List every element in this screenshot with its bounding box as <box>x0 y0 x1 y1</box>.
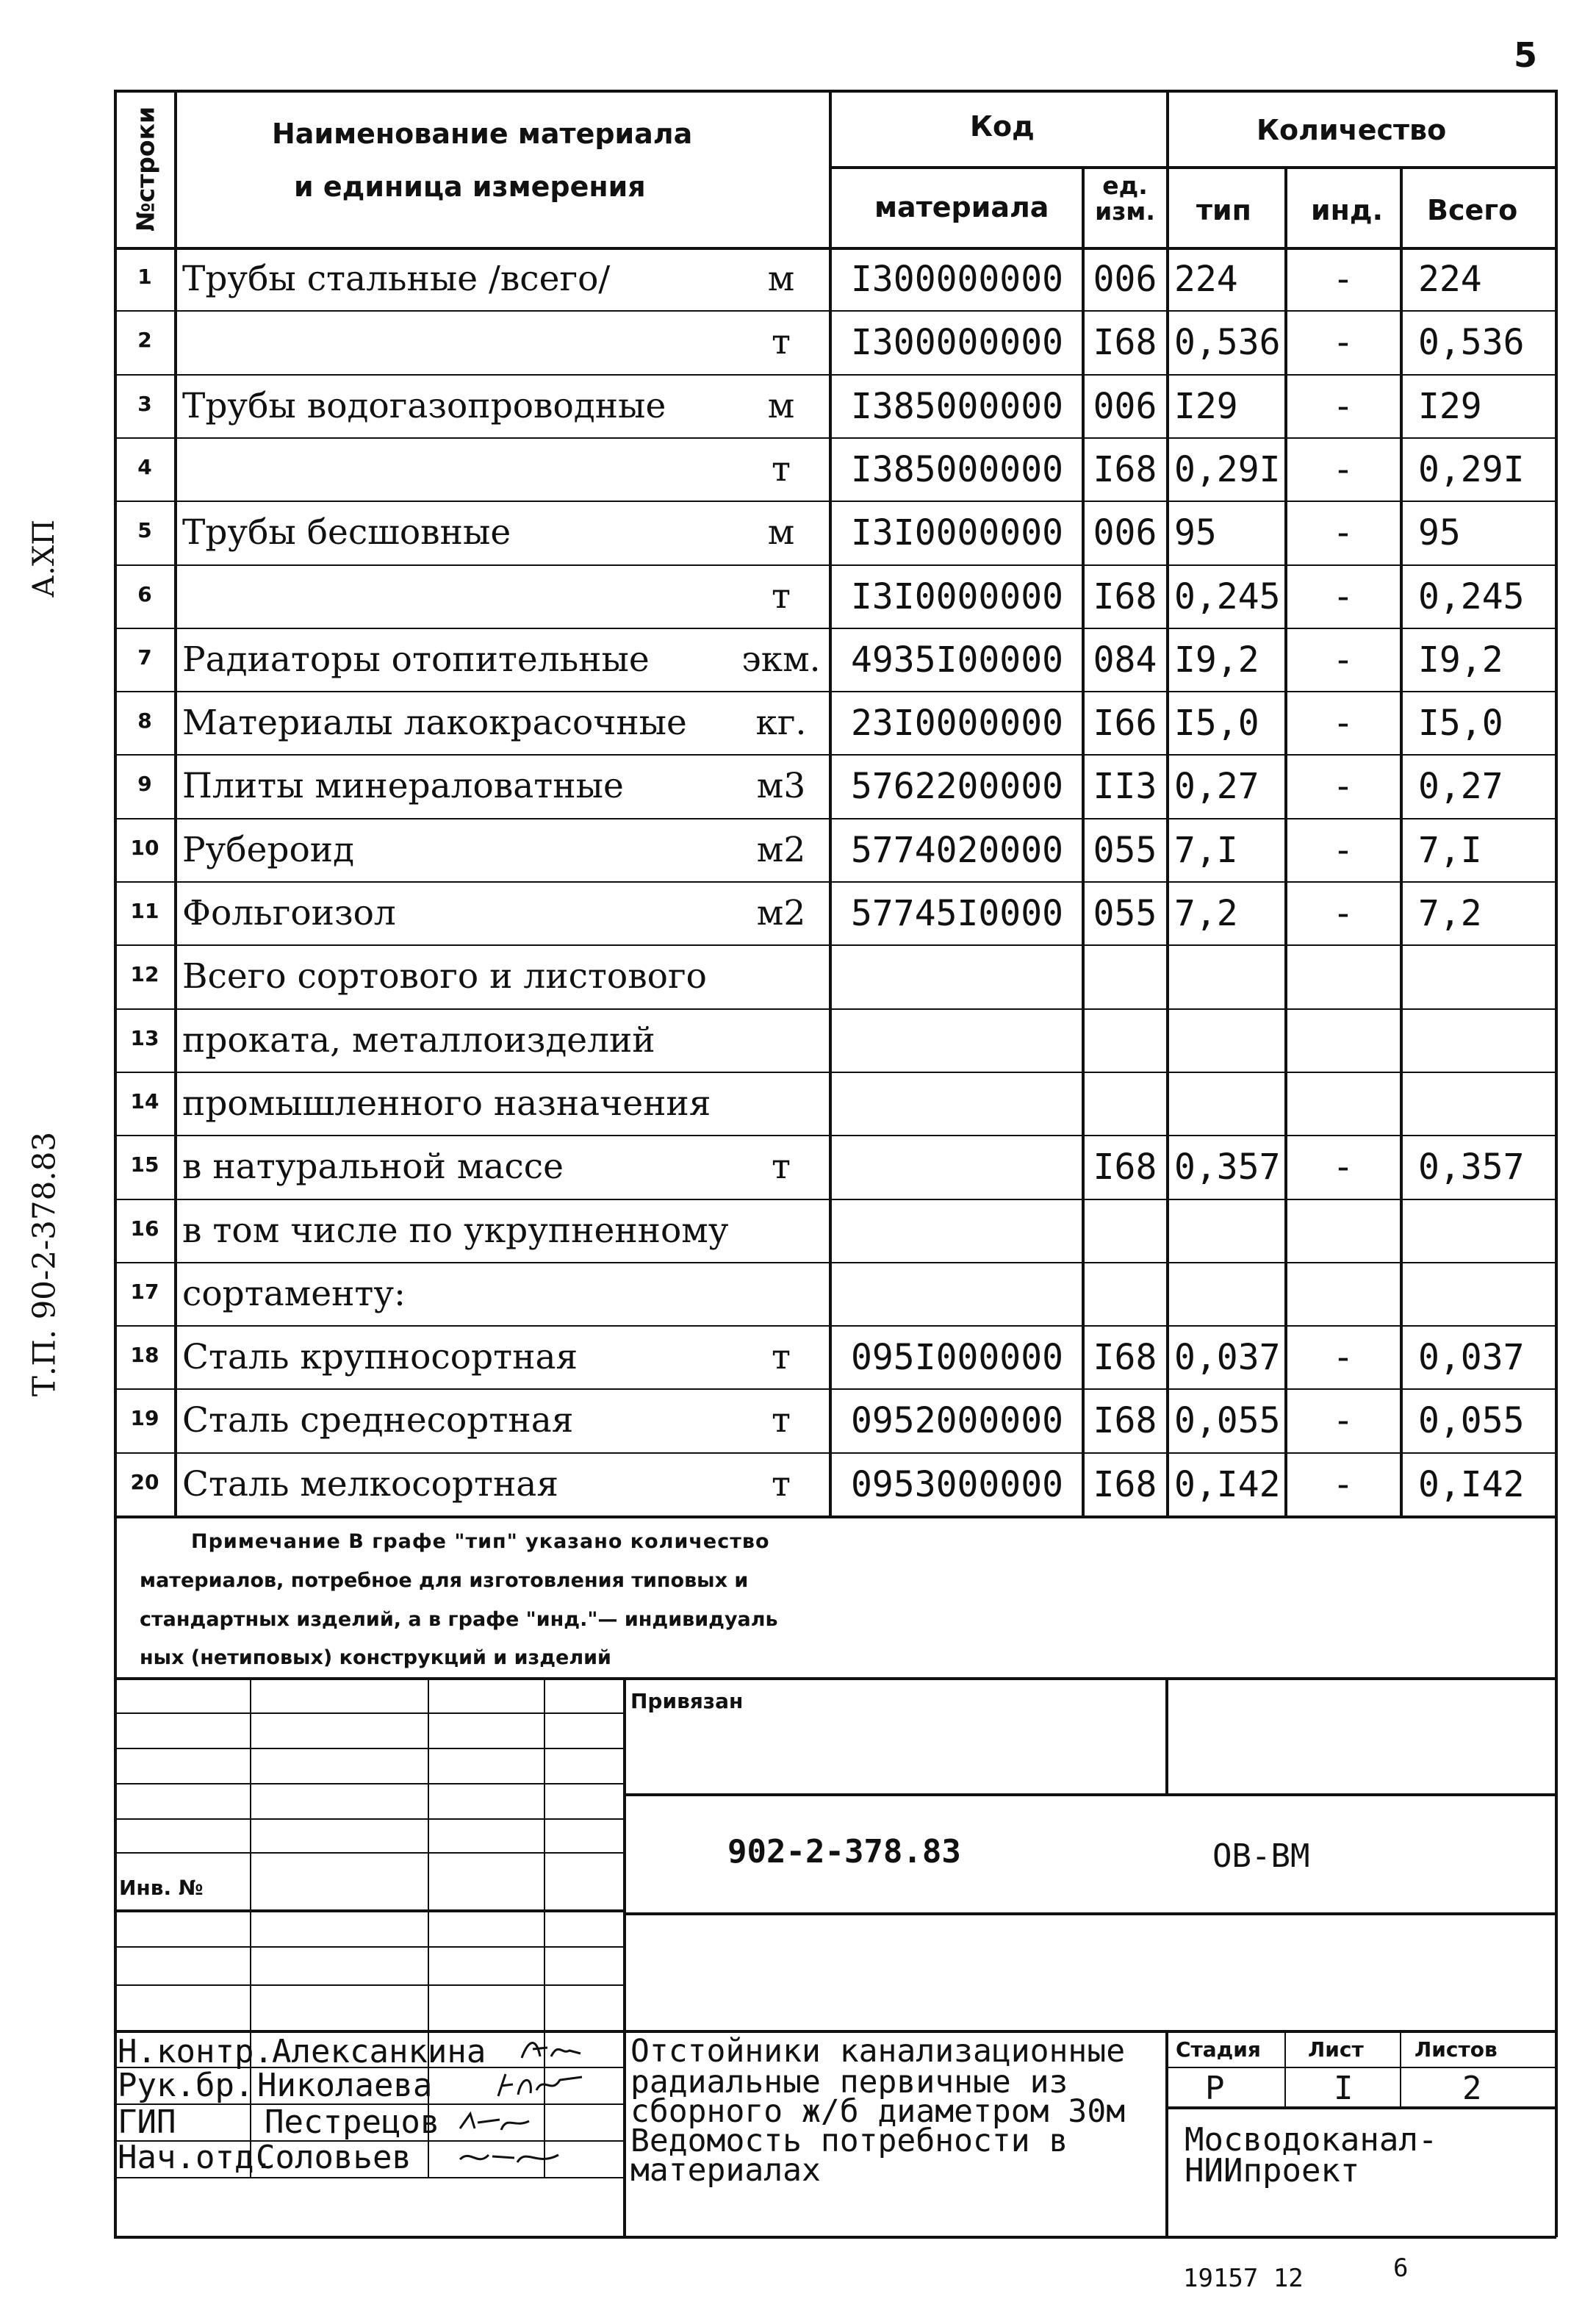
cell-uc: I68 <box>1093 1147 1157 1188</box>
sheets-value: 2 <box>1462 2070 1482 2107</box>
cell-n: 16 <box>130 1216 159 1241</box>
cell-n: 20 <box>130 1470 159 1494</box>
sheets-label: Листов <box>1415 2037 1498 2062</box>
cell-ind: - <box>1332 1464 1354 1505</box>
cell-typ: 224 <box>1174 259 1238 300</box>
cell-unit: экм. <box>741 639 821 680</box>
cell-unit: т <box>771 1464 791 1504</box>
cell-typ: 0,357 <box>1174 1147 1281 1188</box>
cell-total: 7,I <box>1418 830 1482 871</box>
cell-code: 57745I0000 <box>851 893 1063 934</box>
cell-n: 7 <box>137 645 152 670</box>
stage-label: Стадия <box>1176 2037 1261 2062</box>
cell-uc: II3 <box>1093 766 1157 807</box>
cell-unit: м2 <box>756 830 806 870</box>
cell-typ: 0,536 <box>1174 322 1281 363</box>
cell-n: 9 <box>137 772 152 796</box>
cell-n: 17 <box>130 1280 159 1304</box>
cell-n: 13 <box>130 1026 159 1050</box>
cell-name: Рубероид <box>182 830 355 870</box>
cell-n: 1 <box>137 265 152 289</box>
note-line-1: Примечание В графе "тип" указано количество <box>191 1530 770 1553</box>
cell-uc: I68 <box>1093 1400 1157 1441</box>
cell-ind: - <box>1332 259 1354 300</box>
cell-name: Всего сортового и листового <box>182 956 707 997</box>
cell-n: 15 <box>130 1152 159 1177</box>
sheet-value: I <box>1334 2070 1354 2107</box>
cell-ind: - <box>1332 576 1354 617</box>
cell-code: 4935I00000 <box>851 639 1063 681</box>
cell-total: 0,037 <box>1418 1337 1525 1378</box>
cell-code: I300000000 <box>851 259 1063 300</box>
cell-n: 6 <box>137 582 152 606</box>
sheet-label: Лист <box>1308 2037 1364 2062</box>
cell-code: I3I0000000 <box>851 576 1063 617</box>
cell-code: 5774020000 <box>851 830 1063 871</box>
name-header-line1: Наименование материала <box>272 118 693 150</box>
cell-ind: - <box>1332 893 1354 934</box>
code-header: Код <box>970 110 1035 143</box>
title-line-5: материалах <box>630 2152 821 2189</box>
signature-4 <box>456 2140 566 2173</box>
privyazan-label: Привязан <box>630 1689 744 1713</box>
cell-unit: кг. <box>755 703 807 743</box>
cell-name: Фольгоизол <box>182 893 396 933</box>
cell-typ: 0,29I <box>1174 449 1281 490</box>
signature-2 <box>492 2068 588 2101</box>
cell-ind: - <box>1332 1147 1354 1188</box>
signatory-name-4: Соловьев <box>256 2139 411 2176</box>
cell-name: Сталь мелкосортная <box>182 1464 558 1504</box>
cell-n: 12 <box>130 962 159 986</box>
cell-code: 0952000000 <box>851 1400 1063 1441</box>
cell-unit: т <box>771 576 791 617</box>
cell-typ: 95 <box>1174 512 1217 553</box>
cell-total: 0,27 <box>1418 766 1503 807</box>
qty-total-header: Всего <box>1427 194 1518 226</box>
signatory-name-2: Николаева <box>257 2067 433 2104</box>
cell-unit: т <box>771 449 791 489</box>
cell-typ: 0,I42 <box>1174 1464 1281 1505</box>
cell-code: I385000000 <box>851 449 1063 490</box>
cell-uc: I68 <box>1093 1464 1157 1505</box>
margin-label-top: А.ХП <box>27 519 61 598</box>
cell-uc: 055 <box>1093 830 1157 871</box>
cell-unit: м <box>767 512 795 553</box>
cell-uc: I68 <box>1093 1337 1157 1378</box>
cell-code: 0953000000 <box>851 1464 1063 1505</box>
title-line-1: Отстойники канализационные <box>630 2033 1126 2070</box>
cell-name: промышленного назначения <box>182 1083 711 1124</box>
note-line-4: ных (нетиповых) конструкций и изделий <box>140 1646 611 1669</box>
cell-name: в натуральной массе <box>182 1147 564 1187</box>
cell-ind: - <box>1332 639 1354 681</box>
cell-unit: т <box>771 1147 791 1187</box>
cell-code: 5762200000 <box>851 766 1063 807</box>
cell-n: 4 <box>137 455 152 479</box>
signature-1 <box>518 2034 584 2064</box>
title-line-2: радиальные первичные из <box>630 2064 1068 2101</box>
signatory-role-1: Н.контр. <box>118 2033 273 2070</box>
cell-total: 224 <box>1418 259 1482 300</box>
cell-typ: I5,0 <box>1174 703 1259 744</box>
cell-typ: 0,27 <box>1174 766 1259 807</box>
row-number-header: №строки <box>131 106 160 232</box>
cell-unit: м <box>767 259 795 299</box>
cell-name: Сталь среднесортная <box>182 1400 574 1441</box>
qty-type-header: тип <box>1196 194 1251 226</box>
cell-typ: 7,I <box>1174 830 1238 871</box>
cell-n: 10 <box>130 836 159 860</box>
cell-n: 8 <box>137 709 152 733</box>
cell-name: Плиты минераловатные <box>182 766 624 806</box>
cell-ind: - <box>1332 830 1354 871</box>
inv-number-label: Инв. № <box>119 1876 204 1900</box>
cell-name: Материалы лакокрасочные <box>182 703 687 743</box>
cell-typ: 7,2 <box>1174 893 1238 934</box>
cell-name: Трубы бесшовные <box>182 512 511 553</box>
cell-unit: т <box>771 1400 791 1441</box>
cell-n: 5 <box>137 518 152 542</box>
cell-uc: I68 <box>1093 322 1157 363</box>
cell-total: 95 <box>1418 512 1461 553</box>
name-header-line2: и единица измерения <box>294 171 646 203</box>
cell-total: 0,245 <box>1418 576 1525 617</box>
cell-typ: I29 <box>1174 386 1238 427</box>
doc-mark: ОВ-ВМ <box>1212 1837 1310 1875</box>
cell-uc: 006 <box>1093 259 1157 300</box>
signatory-name-1: Алексанкина <box>272 2033 486 2070</box>
cell-total: I5,0 <box>1418 703 1503 744</box>
signatory-name-3: Пестрецов <box>265 2103 440 2141</box>
cell-unit: м <box>767 386 795 426</box>
cell-ind: - <box>1332 512 1354 553</box>
cell-uc: I66 <box>1093 703 1157 744</box>
cell-total: I9,2 <box>1418 639 1503 681</box>
cell-total: 0,536 <box>1418 322 1525 363</box>
cell-code: I3I0000000 <box>851 512 1063 553</box>
title-line-4: Ведомость потребности в <box>630 2123 1068 2159</box>
note-line-3: стандартных изделий, а в графе "инд."— индивидуаль <box>140 1608 778 1631</box>
cell-uc: I68 <box>1093 449 1157 490</box>
cell-typ: 0,055 <box>1174 1400 1281 1441</box>
cell-uc: I68 <box>1093 576 1157 617</box>
cell-name: Радиаторы отопительные <box>182 639 650 680</box>
code-material-header: материала <box>874 191 1049 223</box>
cell-uc: 055 <box>1093 893 1157 934</box>
cell-n: 2 <box>137 328 152 352</box>
cell-ind: - <box>1332 766 1354 807</box>
cell-n: 14 <box>130 1089 159 1113</box>
signatory-role-4: Нач.отд. <box>118 2139 273 2176</box>
cell-total: 0,055 <box>1418 1400 1525 1441</box>
cell-code: I385000000 <box>851 386 1063 427</box>
cell-ind: - <box>1332 703 1354 744</box>
signatory-role-3: ГИП <box>118 2103 176 2141</box>
cell-unit: т <box>771 1337 791 1377</box>
cell-uc: 006 <box>1093 386 1157 427</box>
cell-name: сортаменту: <box>182 1274 406 1314</box>
note-line-2: материалов, потребное для изготовления типовых и <box>140 1569 749 1592</box>
cell-code: I300000000 <box>851 322 1063 363</box>
cell-ind: - <box>1332 386 1354 427</box>
org-line-2: НИИпроект <box>1185 2152 1360 2189</box>
doc-code: 902-2-378.83 <box>727 1833 961 1870</box>
margin-label-bottom: Т.П. 90-2-378.83 <box>26 1131 62 1397</box>
cell-total: 0,I42 <box>1418 1464 1525 1505</box>
signatory-role-2: Рук.бр. <box>118 2067 254 2104</box>
cell-ind: - <box>1332 1400 1354 1441</box>
page-number: 5 <box>1514 35 1538 75</box>
cell-uc: 006 <box>1093 512 1157 553</box>
cell-typ: 0,037 <box>1174 1337 1281 1378</box>
cell-total: 7,2 <box>1418 893 1482 934</box>
cell-uc: 084 <box>1093 639 1157 681</box>
cell-unit: м3 <box>756 766 806 806</box>
signature-3 <box>456 2106 536 2136</box>
cell-n: 11 <box>130 899 159 923</box>
cell-n: 19 <box>130 1406 159 1430</box>
quantity-header: Количество <box>1257 114 1447 146</box>
cell-typ: I9,2 <box>1174 639 1259 681</box>
cell-n: 18 <box>130 1343 159 1367</box>
cell-name: проката, металлоизделий <box>182 1020 655 1061</box>
cell-name: Трубы стальные /всего/ <box>182 259 611 299</box>
cell-typ: 0,245 <box>1174 576 1281 617</box>
archive-number-2: 6 <box>1393 2253 1409 2283</box>
stage-value: Р <box>1205 2070 1225 2107</box>
cell-name: в том числе по укрупненному <box>182 1210 729 1251</box>
cell-total: I29 <box>1418 386 1482 427</box>
title-line-3: сборного ж/б диаметром 30м <box>630 2093 1126 2130</box>
cell-ind: - <box>1332 449 1354 490</box>
cell-total: 0,357 <box>1418 1147 1525 1188</box>
cell-code: 095I000000 <box>851 1337 1063 1378</box>
qty-ind-header: инд. <box>1311 194 1384 226</box>
cell-code: 23I0000000 <box>851 703 1063 744</box>
cell-name: Трубы водогазопроводные <box>182 386 666 426</box>
cell-ind: - <box>1332 1337 1354 1378</box>
cell-unit: м2 <box>756 893 806 933</box>
cell-ind: - <box>1332 322 1354 363</box>
archive-number: 19157 12 <box>1183 2264 1304 2293</box>
code-unit-header: ед. изм. <box>1095 171 1155 226</box>
cell-total: 0,29I <box>1418 449 1525 490</box>
cell-unit: т <box>771 322 791 362</box>
cell-name: Сталь крупносортная <box>182 1337 578 1377</box>
cell-n: 3 <box>137 392 152 416</box>
org-line-1: Мосводоканал- <box>1185 2121 1438 2159</box>
